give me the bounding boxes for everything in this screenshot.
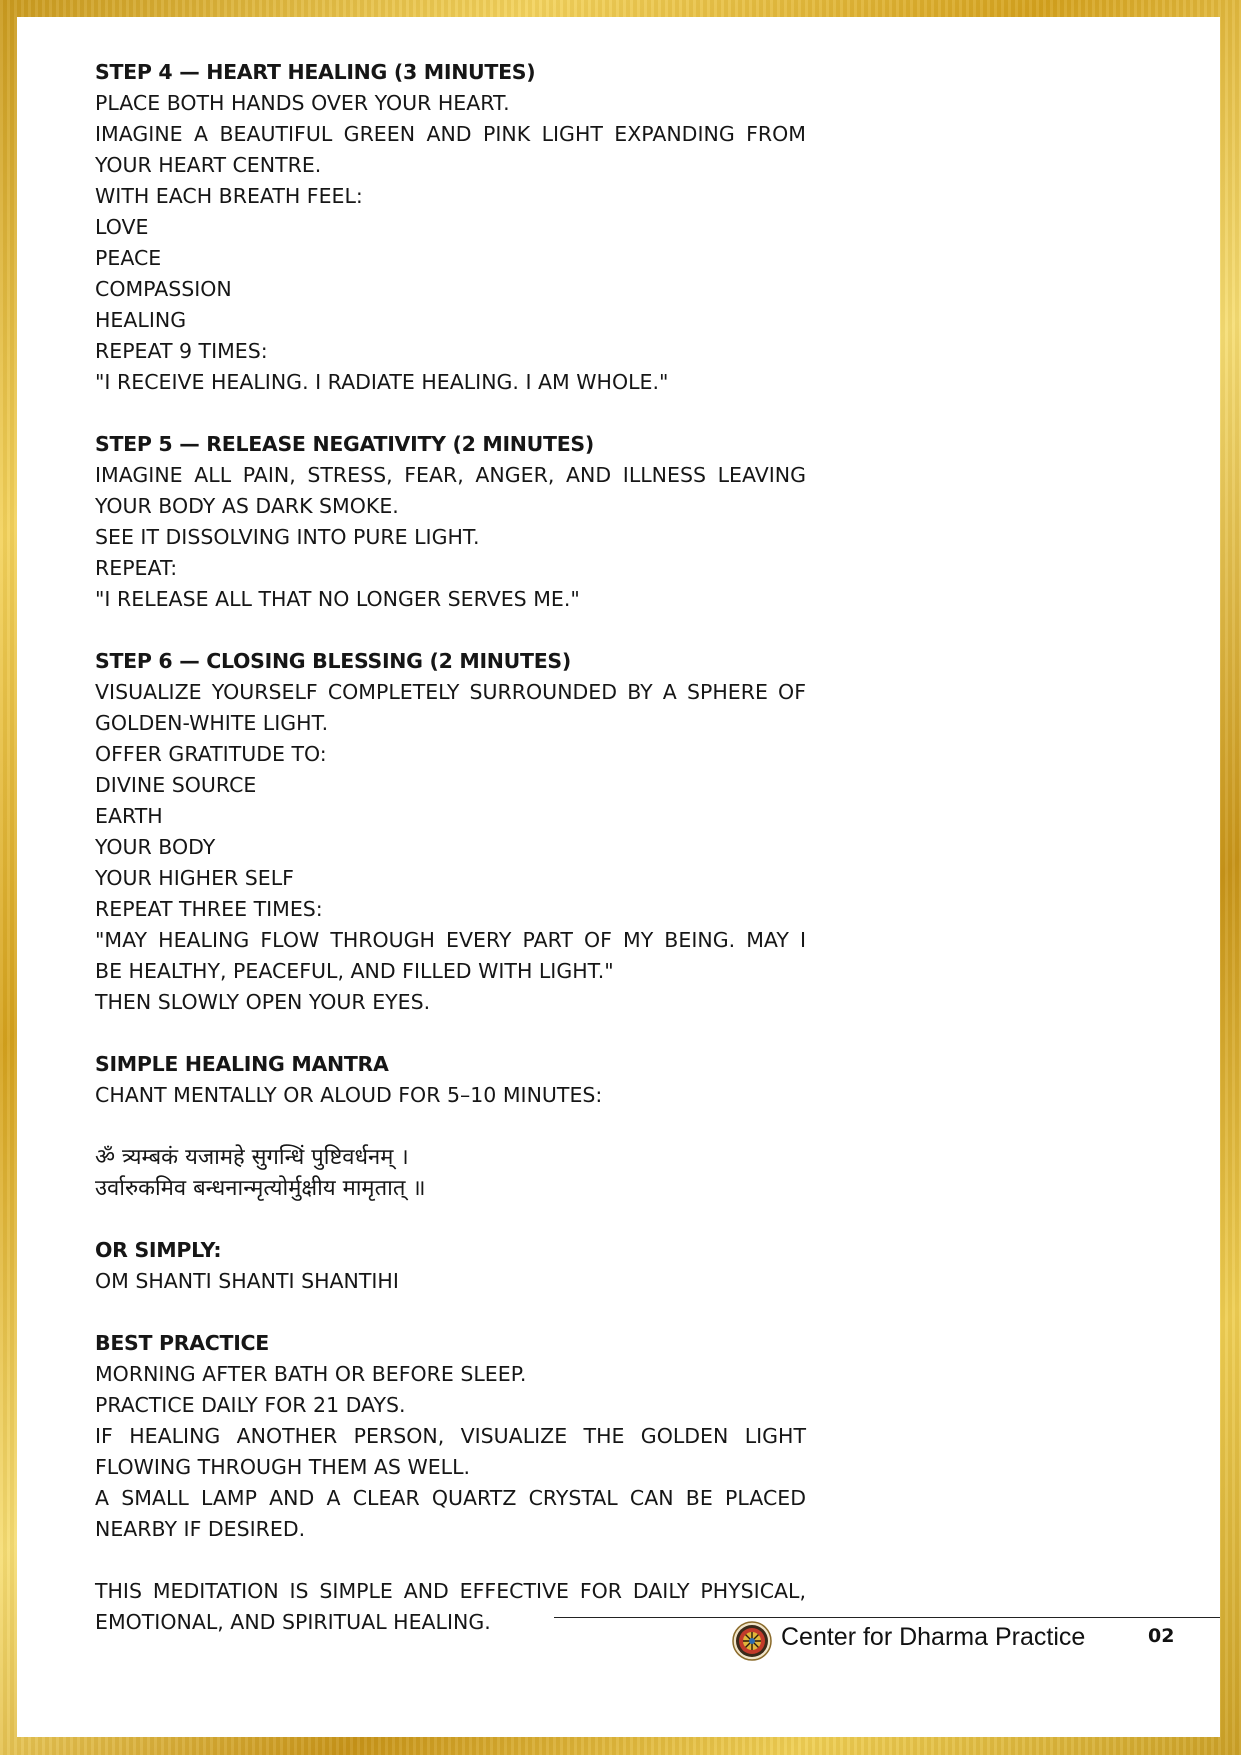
- sanskrit-line: ॐ त्र्यम्बकं यजामहे सुगन्धिं पुष्टिवर्धनम् ।: [95, 1145, 409, 1170]
- dharma-wheel-emblem-icon: [732, 1621, 772, 1661]
- affirmation: "I RELEASE ALL THAT NO LONGER SERVES ME.": [95, 587, 580, 611]
- text-line: GOLDEN-WHITE LIGHT.: [95, 711, 329, 735]
- text-line: REPEAT 9 TIMES:: [95, 339, 268, 363]
- section-step-5: [95, 429, 806, 615]
- section-heading: BEST PRACTICE: [95, 1331, 269, 1355]
- text-line: NEARBY IF DESIRED.: [95, 1517, 306, 1541]
- sanskrit-mantra: [95, 1142, 806, 1204]
- list-item: PEACE: [95, 246, 162, 270]
- list-item: LOVE: [95, 215, 149, 239]
- text-line: IF HEALING ANOTHER PERSON, VISUALIZE THE GOLDEN LIGHT: [95, 1424, 806, 1448]
- text-line: THIS MEDITATION IS SIMPLE AND EFFECTIVE FOR DAILY PHYSICAL,: [95, 1579, 806, 1603]
- text-line: EMOTIONAL, AND SPIRITUAL HEALING.: [95, 1610, 491, 1634]
- list-item: EARTH: [95, 804, 163, 828]
- sanskrit-line: उर्वारुकमिव बन्धनान्मृत्योर्मुक्षीय मामृतात् ॥: [95, 1176, 426, 1201]
- section-heading: STEP 5 — RELEASE NEGATIVITY (2 MINUTES): [95, 432, 594, 456]
- text-line: IMAGINE ALL PAIN, STRESS, FEAR, ANGER, AND ILLNESS LEAVING: [95, 463, 806, 487]
- organization-name: Center for Dharma Practice: [781, 1623, 1086, 1651]
- section-best-practice: [95, 1328, 806, 1545]
- footer-divider: [554, 1617, 1220, 1618]
- text-line: FLOWING THROUGH THEM AS WELL.: [95, 1455, 471, 1479]
- text-line: THEN SLOWLY OPEN YOUR EYES.: [95, 990, 431, 1014]
- section-conclusion: [95, 1576, 806, 1638]
- text-line: OFFER GRATITUDE TO:: [95, 742, 327, 766]
- page-number: 02: [1148, 1625, 1175, 1647]
- text-line: SEE IT DISSOLVING INTO PURE LIGHT.: [95, 525, 480, 549]
- section-heading: STEP 4 — HEART HEALING (3 MINUTES): [95, 60, 536, 84]
- text-line: IMAGINE A BEAUTIFUL GREEN AND PINK LIGHT EXPANDING FROM: [95, 122, 806, 146]
- section-heading: SIMPLE HEALING MANTRA: [95, 1052, 389, 1076]
- section-or-simply: [95, 1235, 806, 1297]
- text-line: YOUR HEART CENTRE.: [95, 153, 322, 177]
- document-body: [95, 57, 806, 1638]
- list-item: COMPASSION: [95, 277, 232, 301]
- page: [17, 17, 1220, 1737]
- text-line: CHANT MENTALLY OR ALOUD FOR 5–10 MINUTES:: [95, 1083, 603, 1107]
- section-heading: STEP 6 — CLOSING BLESSING (2 MINUTES): [95, 649, 571, 673]
- affirmation: BE HEALTHY, PEACEFUL, AND FILLED WITH LIGHT.": [95, 959, 614, 983]
- section-step-6: [95, 646, 806, 1018]
- section-mantra: [95, 1049, 806, 1111]
- text-line: PLACE BOTH HANDS OVER YOUR HEART.: [95, 91, 510, 115]
- text-line: OM SHANTI SHANTI SHANTIHI: [95, 1269, 399, 1293]
- text-line: MORNING AFTER BATH OR BEFORE SLEEP.: [95, 1362, 527, 1386]
- affirmation: "I RECEIVE HEALING. I RADIATE HEALING. I AM WHOLE.": [95, 370, 669, 394]
- text-line: WITH EACH BREATH FEEL:: [95, 184, 363, 208]
- list-item: YOUR BODY: [95, 835, 216, 859]
- section-heading: OR SIMPLY:: [95, 1238, 222, 1262]
- list-item: DIVINE SOURCE: [95, 773, 257, 797]
- text-line: YOUR BODY AS DARK SMOKE.: [95, 494, 399, 518]
- section-step-4: [95, 57, 806, 398]
- affirmation: "MAY HEALING FLOW THROUGH EVERY PART OF MY BEING. MAY I: [95, 928, 806, 952]
- text-line: PRACTICE DAILY FOR 21 DAYS.: [95, 1393, 406, 1417]
- text-line: VISUALIZE YOURSELF COMPLETELY SURROUNDED BY A SPHERE OF: [95, 680, 806, 704]
- list-item: HEALING: [95, 308, 187, 332]
- text-line: A SMALL LAMP AND A CLEAR QUARTZ CRYSTAL CAN BE PLACED: [95, 1486, 806, 1510]
- text-line: REPEAT THREE TIMES:: [95, 897, 323, 921]
- list-item: YOUR HIGHER SELF: [95, 866, 294, 890]
- text-line: REPEAT:: [95, 556, 178, 580]
